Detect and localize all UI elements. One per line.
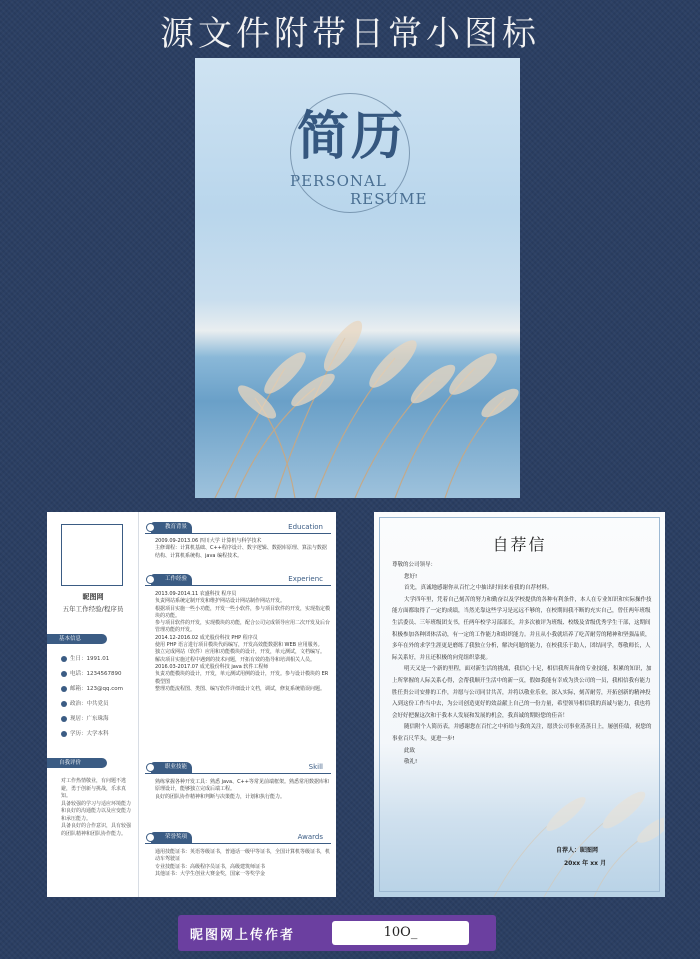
cover-en-line1: PERSONAL: [290, 172, 387, 190]
basic-item: 生日：1991.01: [61, 654, 109, 662]
trophy-icon: [146, 833, 155, 842]
flag-icon: [61, 701, 67, 707]
education-icon: [61, 731, 67, 737]
candidate-role: 五年工作经验/程序员: [62, 605, 124, 613]
cover-en-line2: RESUME: [350, 190, 428, 208]
cover-title: 简历: [297, 106, 406, 167]
author-id-box: 10O_: [332, 921, 469, 945]
resume-main: [145, 512, 331, 897]
letter-date: 20xx 年 xx 月: [564, 860, 607, 867]
section-heading: 工作经验 Experienc: [145, 574, 331, 586]
section-body: 2009.09-2013.06 四川大学 计算机与科学技术 主修课程：计算机基础、C++程序设计、数字逻辑、数据库原理、算法与数据结构、计算机系统构、java 编程技术。: [155, 538, 327, 559]
self-eval-heading: 自我评价: [47, 758, 107, 768]
banner-title: 源文件附带日常小图标: [160, 14, 540, 54]
section-body: 熟练掌握各种开发工具：熟悉 java、C++等常见前端框架。熟悉常用数据库和原理设计，能够独立完成后端工程。 良好的团队协作精神和判断与决策能力，计划和执行能力。: [155, 779, 329, 800]
resume-page: [47, 512, 336, 897]
basic-item: 现居：广东珠海: [61, 714, 109, 722]
letter-title: 自荐信: [492, 535, 547, 554]
letter-signature: 自荐人：昵图网: [556, 847, 599, 854]
letter-body: 尊敬的公司领导： 您好! 首先，真诚地感谢你从百忙之中抽出时间来看我的自荐材料。 大学四年里，凭着自己刻苦的努力和勤奋以及学校提供的各种有利条件，本人在专业知识和实际操作技能方面都取得了一定的成绩，当然光靠这些学习是远远不够的，在校期间我不断的充实自己，曾任两年班级生活委员、三年班级团支书，任两年校学习部部长，并多次被评为班级、校级及省级优秀学生干部，这期间积极参加各种团体活动，有一定的工作能力和组织能力。并且从小我就培养了吃苦耐劳的精神和坚强品质，多年在外的求学生涯更是磨练了我独立分析，解决问题的能力，在校我乐于助人，团结同学，尊敬师长，人际关系好，并且还积极的向党组织靠拢。 明天又是一个新的里程，面对新生活的挑战，我信心十足，相信我所具备的专业技能，积累的知识，加上所掌握的人际关系心得，会帮我顺开生活中的新一页，假如我能有幸成为贵公司的一员，我相信我有能力胜任贵公司安排的工作，并愿与公司同甘共苦，并将以敬业乐业，深入实际，刻苦耐劳，开拓创新的精神投入到这份工作当中去，为公司创造更好的效益献上自己的一份力量，希望领导相信我的真诚与能力，我也将会好好把握这次和于我本人发展和发展的机会，我真诚的期盼您的佳音！ 随信附个人简历表，并感谢您在百忙之中祈给与我的关注，愿贵公司事业蒸蒸日上，屡创佳绩，祝您的事业百尺竿头，更进一步! 此致 敬礼!: [392, 562, 652, 766]
candidate-name: 昵图网: [82, 593, 104, 601]
section-heading: 职业技能 Skill: [145, 762, 331, 774]
author-label: 昵图网上传作者: [190, 928, 296, 943]
section-body: 2013.09-2014.11 农盛科技 程序员 负责网站系统定制开发和维护网站设计网站制作网站开发。 根据项目实施一些小功能，开发一些小软件，参与项目软件的开发，实现指定模块的功能。 参与项目软件的开发，实现模块的功能，配合公司完成领导应用二次开发及后台管理功能的开发。 2014.12-2016.02 成光股份科技 PHP 程序员 使用 PHP 语言进行项目模块代码编写，开发高效能数据和 WEB 应用服务。 独立完成网站（软件）应用和功能模块的设计，开发，单元测试，文档编写。 解决项目实施过程中遇到的技术问题，开拓有效的指导和培训相关人员。 2016.03-2017.07 成光股份科技 java 软件工程师 负责功能模块的设计，开发，单元测试用例的设计，开发。参与设计模块的 ER 模型图 整理功能流程图、类图、编写软件详细设计文档，调试，修复系统错误问题。: [155, 591, 331, 692]
cover-letter-page: [374, 512, 665, 897]
briefcase-icon: [146, 575, 155, 584]
author-bar: [178, 915, 496, 951]
section-heading: 教育背景 Education: [145, 522, 331, 534]
resume-cover: [195, 58, 520, 498]
section-heading: 荣誉奖项 Awards: [145, 832, 331, 844]
resume-sidebar: [47, 512, 139, 897]
photo-placeholder: [61, 524, 123, 586]
location-icon: [61, 716, 67, 722]
reeds-illustration: [195, 298, 520, 498]
section-body: 通用技能证书：英语等级证书，普通话一级甲等证书，全国计算机等级证书，机动车驾驶证 专业技能证书：高级程序员证书，高级建筑师证书 其他证书：大学生创业大赛金奖，国家一等奖学金: [155, 849, 331, 877]
basic-info-heading: 基本信息: [47, 634, 107, 644]
education-icon: [146, 523, 155, 532]
phone-icon: [61, 671, 67, 677]
info-icon: [61, 656, 67, 662]
self-eval-text: 对工作热情敬业，有问题不逃避，勇于创新与挑战，乐求真知。 具备较强的学习与适应环境能力和良好的沟通能力以及应变能力和承压能力。 具备良好的合作意识，具有较强的团队精神和团队协作能力。: [61, 778, 132, 837]
basic-item: 电话：1234567890: [61, 669, 122, 677]
basic-item: 邮箱：123@qq.com: [61, 684, 123, 692]
mail-icon: [61, 686, 67, 692]
tools-icon: [146, 763, 155, 772]
basic-item: 政治：中共党员: [61, 699, 109, 707]
basic-item: 学历：大学本科: [61, 729, 109, 737]
